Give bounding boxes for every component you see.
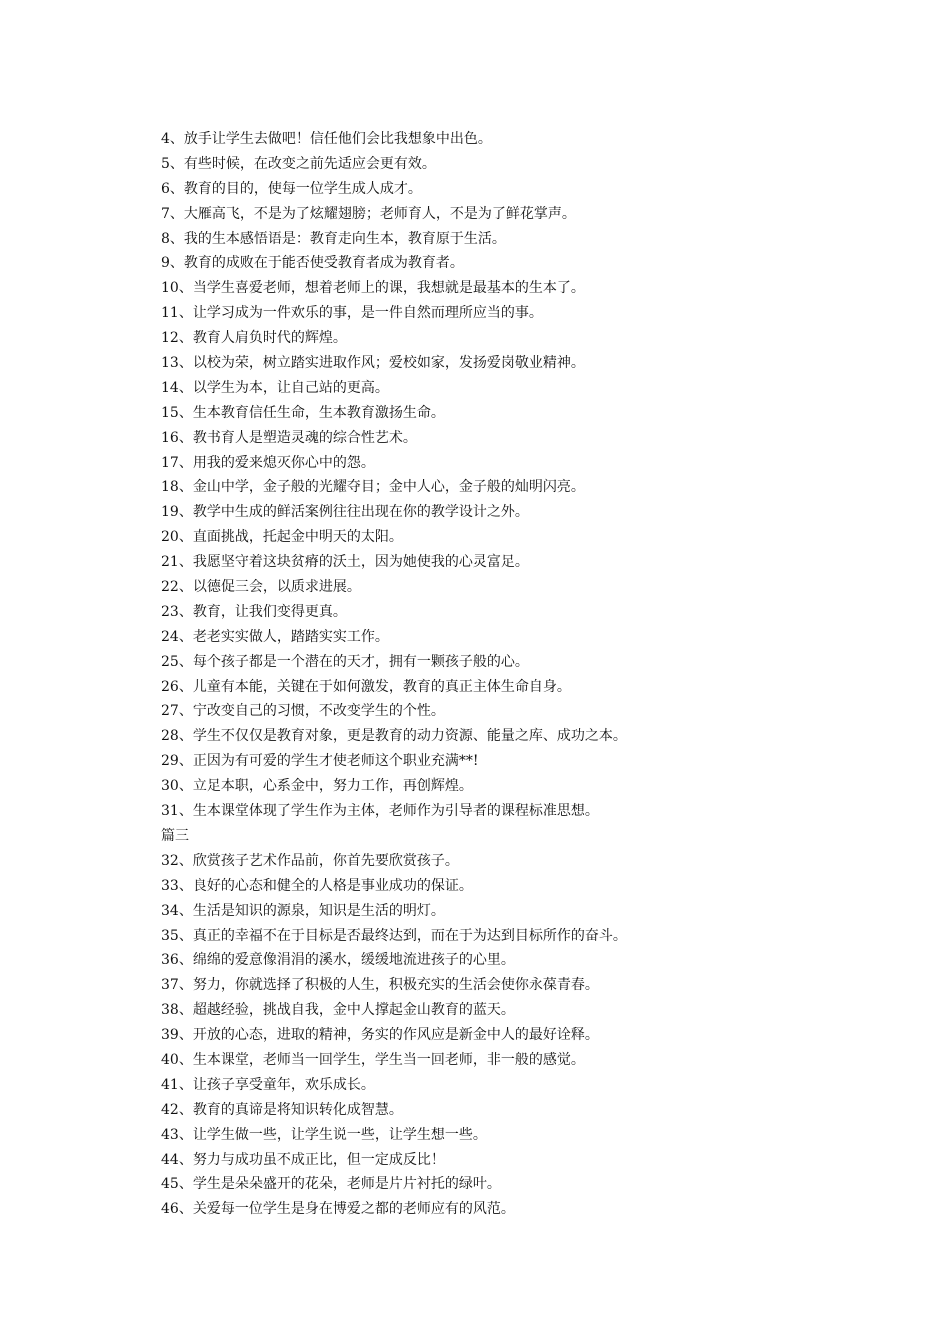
text-line: 21、我愿坚守着这块贫瘠的沃土，因为她使我的心灵富足。: [161, 554, 529, 571]
text-line: 8、我的生本感悟语是：教育走向生本，教育原于生活。: [161, 230, 506, 247]
text-line: 6、教育的目的，使每一位学生成人成才。: [161, 180, 422, 197]
text-line: 26、儿童有本能，关键在于如何激发，教育的真正主体生命自身。: [161, 678, 571, 695]
text-line: 40、生本课堂，老师当一回学生，学生当一回老师，非一般的感觉。: [161, 1051, 585, 1068]
text-line: 25、每个孩子都是一个潜在的天才，拥有一颗孩子般的心。: [161, 653, 529, 670]
text-line: 36、绵绵的爱意像涓涓的溪水，缓缓地流进孩子的心里。: [161, 952, 515, 969]
text-line: 32、欣赏孩子艺术作品前，你首先要欣赏孩子。: [161, 852, 459, 869]
text-line: 46、关爱每一位学生是身在博爱之都的老师应有的风范。: [161, 1201, 515, 1218]
text-line: 29、正因为有可爱的学生才使老师这个职业充满**!: [161, 753, 479, 770]
text-line: 34、生活是知识的源泉，知识是生活的明灯。: [161, 902, 445, 919]
text-line: 16、教书育人是塑造灵魂的综合性艺术。: [161, 429, 417, 446]
text-line: 44、努力与成功虽不成正比，但一定成反比！: [161, 1151, 445, 1168]
document-body: [161, 127, 901, 1222]
text-line: 12、教育人肩负时代的辉煌。: [161, 330, 347, 347]
text-line: 45、学生是朵朵盛开的花朵，老师是片片衬托的绿叶。: [161, 1176, 501, 1193]
text-line: 37、努力，你就选择了积极的人生，积极充实的生活会使你永葆青春。: [161, 977, 599, 994]
text-line: 篇三: [161, 827, 189, 844]
text-line: 19、教学中生成的鲜活案例往往出现在你的教学设计之外。: [161, 504, 529, 521]
text-line: 27、宁改变自己的习惯，不改变学生的个性。: [161, 703, 445, 720]
text-line: 4、放手让学生去做吧！信任他们会比我想象中出色。: [161, 131, 492, 147]
text-line: 42、教育的真谛是将知识转化成智慧。: [161, 1101, 403, 1118]
text-line: 17、用我的爱来熄灭你心中的怨。: [161, 454, 375, 471]
text-line: 14、以学生为本，让自己站的更高。: [161, 379, 389, 396]
text-line: 10、当学生喜爱老师，想着老师上的课，我想就是最基本的生本了。: [161, 280, 585, 297]
text-line: 39、开放的心态，进取的精神，务实的作风应是新金中人的最好诠释。: [161, 1027, 599, 1044]
text-line: 38、超越经验，挑战自我，金中人撑起金山教育的蓝天。: [161, 1002, 515, 1019]
text-line: 5、有些时候，在改变之前先适应会更有效。: [161, 155, 436, 172]
text-line: 28、学生不仅仅是教育对象，更是教育的动力资源、能量之库、成功之本。: [161, 728, 627, 745]
text-line: 11、让学习成为一件欢乐的事，是一件自然而理所应当的事。: [161, 305, 543, 322]
text-line: 41、让孩子享受童年，欢乐成长。: [161, 1076, 375, 1093]
text-line: 9、教育的成败在于能否使受教育者成为教育者。: [161, 255, 464, 272]
text-line: 7、大雁高飞，不是为了炫耀翅膀；老师育人，不是为了鲜花掌声。: [161, 205, 576, 222]
text-line: 20、直面挑战，托起金中明天的太阳。: [161, 529, 403, 546]
text-line: 30、立足本职，心系金中，努力工作，再创辉煌。: [161, 778, 473, 795]
text-line: 35、真正的幸福不在于目标是否最终达到，而在于为达到目标所作的奋斗。: [161, 927, 627, 944]
text-line: 13、以校为荣，树立踏实进取作风；爱校如家，发扬爱岗敬业精神。: [161, 355, 585, 372]
text-line: 31、生本课堂体现了学生作为主体，老师作为引导者的课程标准思想。: [161, 803, 599, 820]
text-line: 22、以德促三会，以质求进展。: [161, 579, 361, 596]
text-line: 24、老老实实做人，踏踏实实工作。: [161, 628, 389, 645]
text-line: 43、让学生做一些，让学生说一些，让学生想一些。: [161, 1126, 487, 1143]
text-line: 15、生本教育信任生命，生本教育激扬生命。: [161, 404, 445, 421]
text-line: 33、良好的心态和健全的人格是事业成功的保证。: [161, 877, 473, 894]
text-line: 23、教育，让我们变得更真。: [161, 603, 347, 620]
text-line: 18、金山中学，金子般的光耀夺目；金中人心，金子般的灿明闪亮。: [161, 479, 585, 496]
